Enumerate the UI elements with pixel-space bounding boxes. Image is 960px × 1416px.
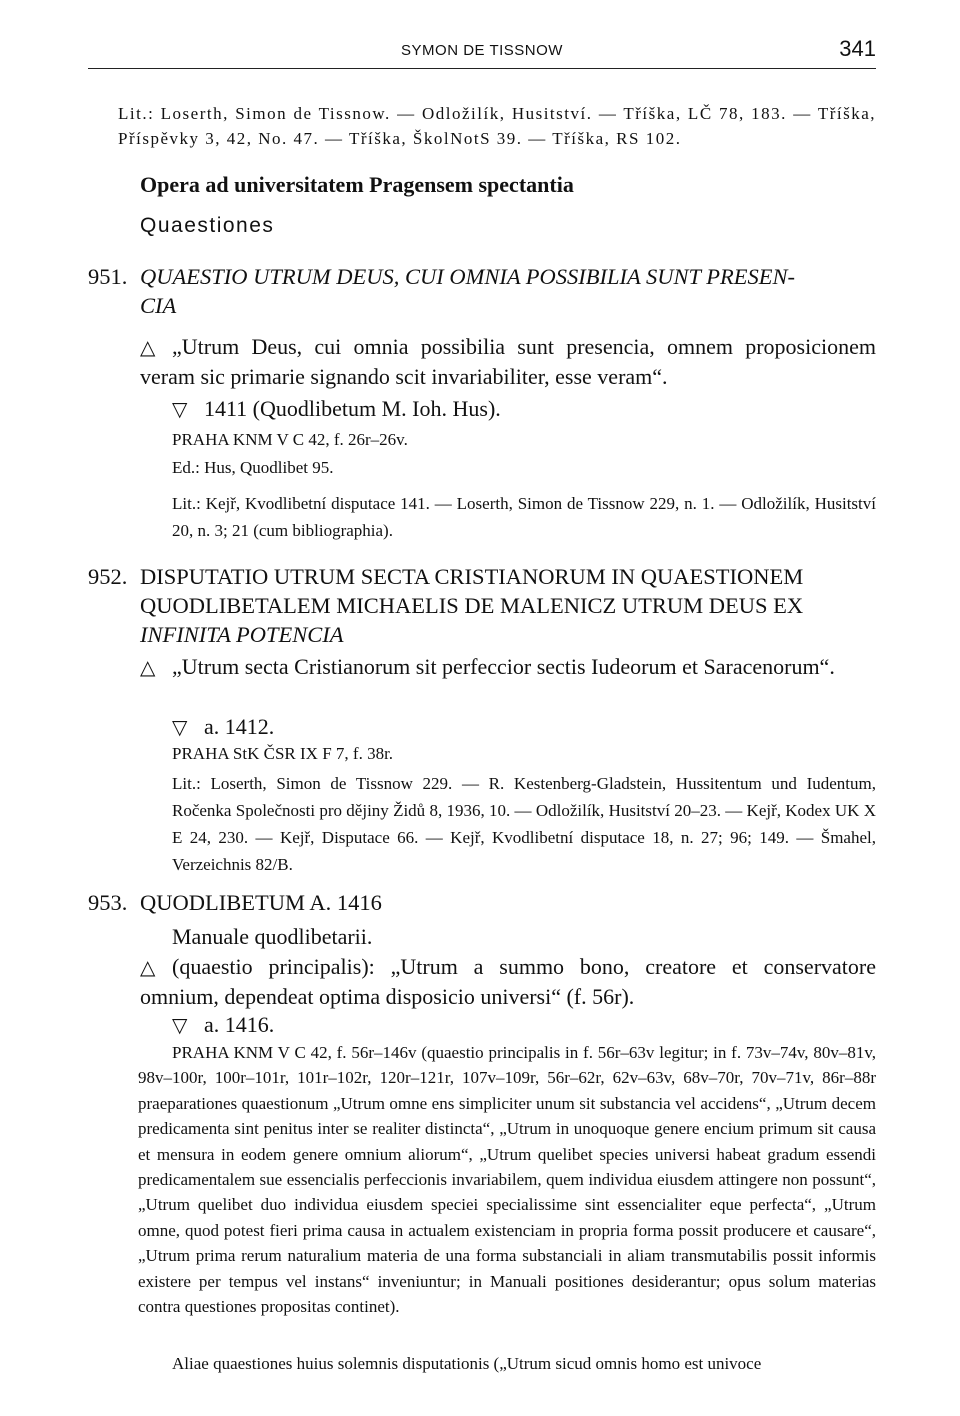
- entry-952-incipit: [140, 652, 876, 682]
- entry-title-line: QUAESTIO UTRUM DEUS, CUI OMNIA POSSIBILIA SUNT PRESEN-: [140, 264, 795, 289]
- entry-title-line: DISPUTATIO UTRUM SECTA CRISTIANORUM IN QUAESTIONEM: [140, 564, 804, 589]
- entry-number: 951.: [88, 264, 128, 289]
- entry-title-line: QUODLIBETUM A. 1416: [140, 890, 382, 915]
- entry-953-description: Manuale quodlibetarii.: [172, 924, 373, 949]
- entry-951-edition: Ed.: Hus, Quodlibet 95.: [172, 458, 334, 477]
- entry-title-line: QUODLIBETALEM MICHAELIS DE MALENICZ UTRUM DEUS EX: [140, 593, 804, 618]
- incipit-text: „Utrum secta Cristianorum sit perfeccior sectis Iudeorum et Saracenorum“.: [172, 654, 835, 679]
- entry-951-date: [172, 394, 501, 424]
- page-number: 341: [839, 36, 876, 61]
- literature-intro: Lit.: Loserth, Simon de Tissnow. — Odložilík, Husitství. — Tříška, LČ 78, 183. — Tříška, Příspěvky 3, 42, No. 47. — Tříška, ŠkolNotS 39. — Tříška, RS 102.: [118, 104, 876, 148]
- header-rule: [88, 68, 876, 69]
- running-head: SYMON DE TISSNOW: [401, 42, 563, 59]
- entry-number: 952.: [88, 564, 128, 589]
- entry-number: 953.: [88, 890, 128, 915]
- entry-953-title: [88, 888, 876, 917]
- incipit-triangle-icon: △: [140, 955, 156, 979]
- section-heading: Opera ad universitatem Pragensem spectantia: [140, 172, 574, 197]
- entry-952-literature: Lit.: Loserth, Simon de Tissnow 229. — R. Kestenberg-Gladstein, Hussitentum und Iudentum, Ročenka Společnosti pro dějiny Židů 8, 1936, 10. — Odložilík, Husitství 20–23. — Kejř, Kodex UK X E 24, 230. — Kejř, Disputace 66. — Kejř, Kvodlibetní disputace 18, n. 27; 96; 149. — Šmahel, Verzeichnis 82/B.: [172, 774, 876, 874]
- date-text: a. 1416.: [204, 1012, 275, 1037]
- incipit-text: (quaestio principalis): „Utrum a summo bono, creatore et conservatore omnium, dependeat optima disposicio universi“ (f. 56r).: [140, 954, 876, 1009]
- entry-953-continuation: Aliae quaestiones huius solemnis disputationis („Utrum sicud omnis homo est univoce: [172, 1354, 762, 1373]
- entry-951-manuscript: PRAHA KNM V C 42, f. 26r–26v.: [172, 430, 408, 449]
- date-text: 1411 (Quodlibetum M. Ioh. Hus).: [204, 396, 501, 421]
- incipit-triangle-icon: △: [140, 335, 156, 359]
- incipit-text: „Utrum Deus, cui omnia possibilia sunt presencia, omnem proposicionem veram sic primarie signando scit invariabiliter, esse veram“.: [140, 334, 876, 389]
- entry-952-date: [172, 712, 274, 742]
- section-subheading: Quaestiones: [140, 214, 275, 237]
- entry-951-title: [88, 262, 876, 320]
- entry-951-literature: Lit.: Kejř, Kvodlibetní disputace 141. — Loserth, Simon de Tissnow 229, n. 1. — Odložilík, Husitství 20, n. 3; 21 (cum bibliographia).: [172, 494, 876, 540]
- entry-952-title: [88, 562, 876, 649]
- entry-953-incipit: [140, 952, 876, 1011]
- entry-title-line: CIA: [140, 293, 177, 318]
- explicit-triangle-icon: ▽: [172, 1013, 188, 1037]
- entry-953-date: [172, 1010, 274, 1040]
- explicit-triangle-icon: ▽: [172, 715, 188, 739]
- entry-title-line: INFINITA POTENCIA: [140, 622, 344, 647]
- entry-951-incipit: [140, 332, 876, 391]
- entry-952-manuscript: PRAHA StK ČSR IX F 7, f. 38r.: [172, 744, 394, 763]
- page-header: [88, 30, 876, 70]
- entry-953-manuscript: PRAHA KNM V C 42, f. 56r–146v (quaestio principalis in f. 56r–63v legitur; in f. 73v–74v, 80v–81v, 98v–100r, 100r–101r, 101r–102r, 120r–121r, 107v–109r, 56r–62r, 62v–63v, 68v–70r, 70v–71v, 86r–88r praeparationes quaestionum „Utrum omne ens simpliciter unum sit substancia vel accidens“, „Utrum decem predicamenta sint penitus inter se realiter distincta“, „Utrum in unoquoque genere encium primum sit causa et mensura in eodem genere omnium aliorum“, „Utrum quelibet species universi habeat gradum essendi predicamentalem sue essencialis perfeccionis invariabilem, quem individua eiusdem attingere non possunt“, „Utrum quelibet duo individua eiusdem speciei specialissime sint essencialiter eque perfecta“, „Utrum omne, quod potest fieri prima causa in actualem existenciam in propria forma possit producere et causare“, „Utrum prima rerum naturalium materia de una forma substanciali in aliam transmutabilis possit informis existere per tempus vel instans“ inveniuntur; in Manuali positiones desiderantur; opus solum materias contra questiones propositas continet).: [138, 1043, 876, 1317]
- incipit-triangle-icon: △: [140, 655, 156, 679]
- explicit-triangle-icon: ▽: [172, 397, 188, 421]
- date-text: a. 1412.: [204, 714, 275, 739]
